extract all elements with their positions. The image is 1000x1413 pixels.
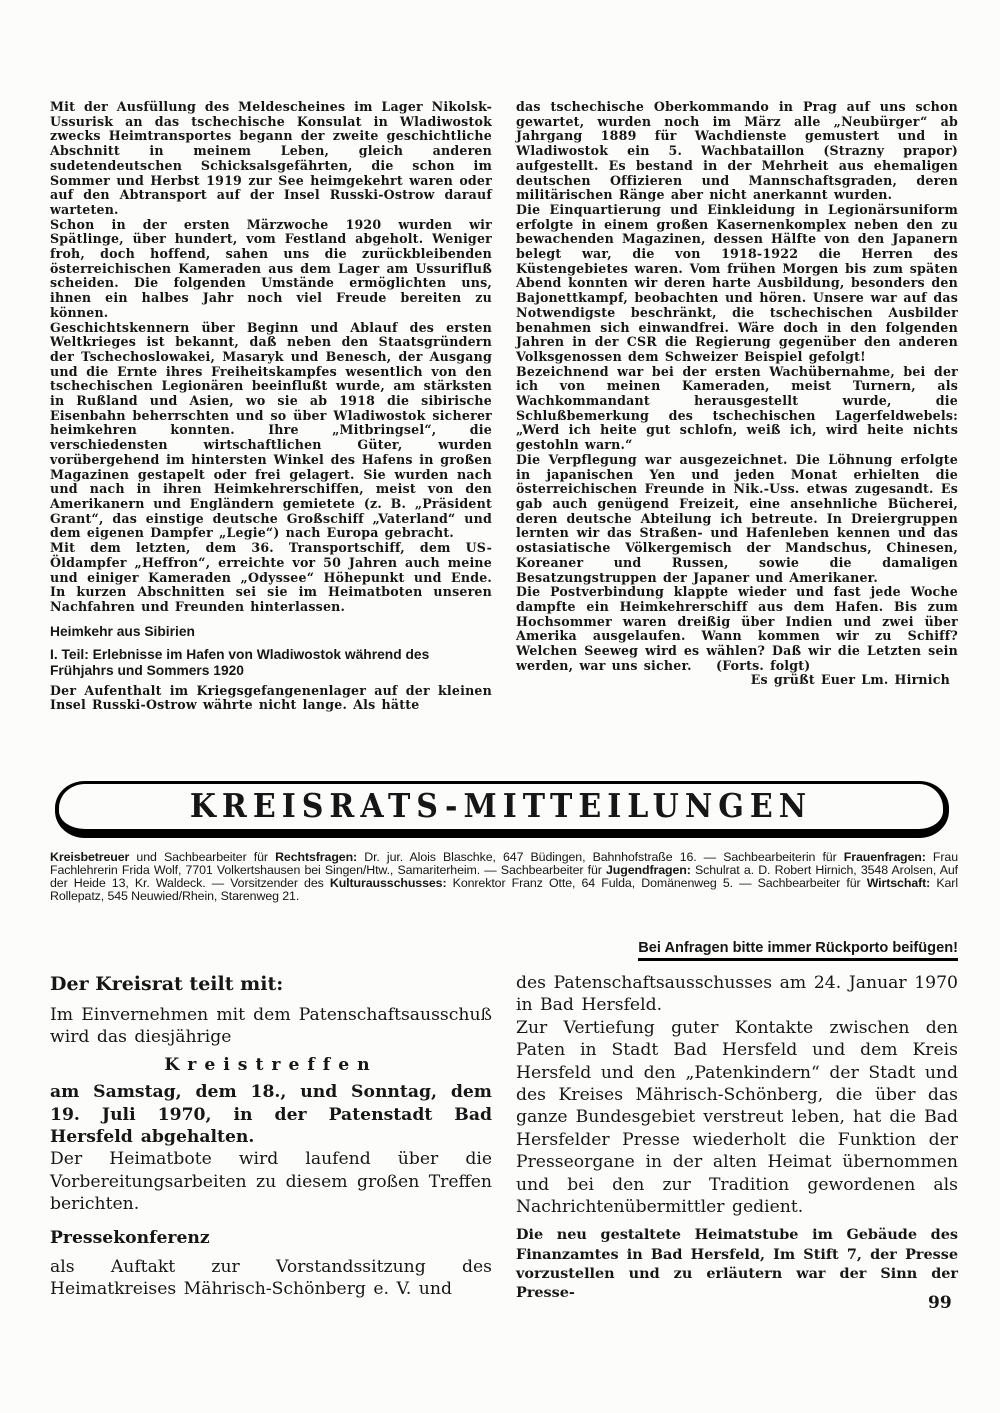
notice-row: [638, 937, 958, 961]
board-keyword: Frauenfragen:: [843, 850, 926, 864]
paragraph: das tschechische Oberkommando in Prag auf uns schon gewartet, wurden noch im März alle „Neubürger“ ab Jahrgang 1889 für Wachdienste gemustert und in Wladiwostok ein 5. Wachbataillon (Strazny prapor) aufgestellt. Es bestand in der Mehrheit aus ehemaligen deutschen Offizieren und Mannschaftsgraden, deren militärischen Ränge aber nicht anerkannt wurden.: [516, 99, 958, 203]
kreisrat-left-column: [50, 972, 492, 1302]
banner-title: KREISRATS-MITTEILUNGEN: [189, 787, 813, 826]
board-keyword: Jugendfragen:: [606, 863, 691, 877]
kreisrat-section: [50, 972, 958, 1302]
heimatstube-note: Die neu gestaltete Heimatstube im Gebäude des Finanzamtes in Bad Hersfeld, Im Stift 7, der Presse vorzustellen und zu erläutern war der Sinn der Presse-: [516, 1226, 958, 1302]
return-postage-notice: Bei Anfragen bitte immer Rückporto beifügen!: [638, 940, 958, 961]
paragraph: Zur Vertiefung guter Kontakte zwischen den Paten in Stadt Bad Hersfeld und dem Kreis Hersfeld und den „Patenkindern“ der Stadt und des Kreises Mährisch-Schönberg, die über das ganze Bundesgebiet verstreut leben, hat die Bad Hersfelder Presse wiederholt die Funktion der Presseorgane in der alten Heimat übernommen und bei den zur Tradition gewordenen als Nachrichtenübermittler gedient.: [516, 1017, 958, 1218]
paragraph: Schon in der ersten Märzwoche 1920 wurden wir Spätlinge, über hundert, vom Festland abgeholt. Weniger froh, doch hoffend, sahen uns die zurückbleibenden österreichischen Kameraden aus dem Lager am Ussurifluß scheiden. Die folgenden Umstände ermöglichten uns, ihnen ein halbes Jahr noch viel Freude bereiten zu können.: [50, 216, 492, 320]
board-text: Konrektor Franz Otte, 64 Fulda, Domänenweg 5. — Sachbearbeiter für: [446, 876, 867, 890]
top-article-left-column: [50, 100, 492, 713]
board-text: Frau Fachlehrerin Frida Wolf, 7701 Volkertshausen bei Singen/Htw., Samariterheim. — Sachbearbeiter für: [50, 850, 958, 877]
top-article-right-column: [516, 100, 958, 713]
part-heading: I. Teil: Erlebnisse im Hafen von Wladiwostok während des Frühjahrs und Sommers 1920: [50, 646, 430, 678]
board-keyword: Kreisbetreuer: [50, 850, 130, 864]
paragraph: des Patenschaftsausschusses am 24. Januar 1970 in Bad Hersfeld.: [516, 973, 958, 1016]
board-keyword: Kulturausschusses:: [329, 876, 447, 890]
kreisrat-heading: Der Kreisrat teilt mit:: [50, 973, 284, 995]
event-title: Kreistreffen: [164, 1054, 378, 1075]
press-conference-heading: Pressekonferenz: [50, 1227, 210, 1248]
board-text: und Sachbearbeiter für: [129, 850, 276, 864]
paragraph: als Auftakt zur Vorstandssitzung des Heimatkreises Mährisch-Schönberg e. V. und: [50, 1257, 492, 1300]
paragraph: Die Postverbindung klappte wieder und fast jede Woche dampfte ein Heimkehrerschiff aus dem Hafen. Bis zum Hochsommer waren dreißig über Indien und zwei über Amerika ausgelaufen. Wann kommen wir zu Schiff? Welchen Seeweg wird es wählen? Daß wir die Letzten sein werden, war uns sicher. (Forts. folgt): [516, 584, 958, 673]
paragraph: Bezeichnend war bei der ersten Wachübernahme, bei der ich von meinen Kameraden, meist Turnern, als Wachkommandant herausgestellt wurde, die Schlußbemerkung des tschechischen Lagerfeldwebels: „Werd ich heite gut schlofn, weiß ich, wird heite nichts gestohln warn.“: [516, 363, 958, 453]
board-info: [50, 851, 958, 903]
paragraph: Geschichtskennern über Beginn und Ablauf des ersten Weltkrieges ist bekannt, daß neben den Staatsgründern der Tschechoslowakei, Masaryk und Benesch, der Ausgang und die Ernte ihres Freiheitskampfes wesentlich von den tschechischen Legionären beeinflußt wurde, am stärksten in Rußland und Asien, wo sie ab 1918 die sibirische Eisenbahn beherrschten und so über Wladiwostok sicherer heimkehren konnten. Ihre „Mitbringsel“, die verschiedensten wirtschaftlichen Güter, wurden vorübergehend im hintersten Winkel des Hafens in großen Magazinen gestapelt oder frei gelagert. Sie wurden nach und nach in ihren Heimkehrerschiffen, meist von den Amerikanern und Engländern gemietete (z. B. „Präsident Grant“, das einstige deutsche Großschiff „Vaterland“ und dem eigenen Dampfer „Legie“) nach Europa gebracht.: [50, 319, 492, 541]
board-text: Karl Rollepatz, 545 Neuwied/Rhein, Starenweg 21.: [50, 876, 958, 903]
page-number: 99: [928, 1293, 952, 1313]
section-banner: [55, 781, 949, 838]
author-signoff: Es grüßt Euer Lm. Hirnich: [750, 672, 950, 688]
paragraph: Mit der Ausfüllung des Meldescheines im Lager Nikolsk-Ussurisk an das tschechische Konsulat in Wladiwostok zwecks Heimtransportes begann der zweite geschichtliche Abschnitt in meinem Leben, gleich anderen sudetendeutschen Schicksalsgefährten, die schon im Sommer und Herbst 1919 zur See heimgekehrt waren oder auf den Abtransport auf der Insel Russki-Ostrow darauf warteten.: [50, 99, 492, 217]
paragraph: Der Aufenthalt im Kriegsgefangenenlager auf der kleinen Insel Russki-Ostrow währte nicht lange. Als hätte: [50, 682, 492, 713]
top-article: [50, 100, 958, 713]
paragraph: Die Verpflegung war ausgezeichnet. Die Löhnung erfolgte in japanischen Yen und jeden Monat erhielten die österreichischen Freunde in Nik.-Uss. etwas zugesandt. Es gab auch genügend Freizeit, eine ansehnliche Bücherei, deren deutsche Abteilung ich betreute. In Dreiergruppen lernten wir das Straßen- und Hafenleben kennen und das ostasiatische Völkergemisch der Mandschus, Chinesen, Koreaner und Russen, sowie die damaligen Besatzungstruppen der Japaner und Amerikaner.: [516, 451, 958, 585]
section-heading: Heimkehr aus Sibirien: [50, 623, 195, 639]
event-details: am Samstag, dem 18., und Sonntag, dem 19. Juli 1970, in der Patenstadt Bad Hersfeld abgehalten.: [50, 1082, 492, 1148]
paragraph: Im Einvernehmen mit dem Patenschaftsausschuß wird das diesjährige: [50, 1005, 492, 1048]
paragraph: Die Einquartierung und Einkleidung in Legionärsuniform erfolgte in einem großen Kasernenkomplex neben den zu bewachenden Magazinen, dessen Hälfte von den Japanern belegt war, die von 1918-1922 die Herren des Küstengebietes waren. Vom frühen Morgen bis zum späten Abend konnten wir deren harte Ausbildung, besonders den Bajonettkampf, beobachten und hören. Unsere war auf das Notwendigste beschränkt, die tschechischen Ausbilder benahmen sich einwandfrei. Wäre doch in den folgenden Jahren in der CSR die Regierung gegenüber den anderen Volksgenossen dem Schweizer Beispiel gefolgt!: [516, 201, 958, 364]
board-keyword: Rechtsfragen:: [275, 850, 358, 864]
kreisrat-right-column: [516, 972, 958, 1302]
board-text: Dr. jur. Alois Blaschke, 647 Büdingen, Bahnhofstraße 16. — Sachbearbeiterin für: [357, 850, 844, 864]
paragraph: Der Heimatbote wird laufend über die Vorbereitungsarbeiten zu diesem großen Treffen berichten.: [50, 1149, 492, 1215]
board-keyword: Wirtschaft:: [866, 876, 931, 890]
paragraph: Mit dem letzten, dem 36. Transportschiff, dem US-Öldampfer „Heffron“, erreichte vor 50 Jahren auch meine und einiger Kameraden „Odyssee“ Höhepunkt und Ende. In kurzen Abschnitten sei sie im Heimatboten unseren Nachfahren und Freunden hinterlassen.: [50, 540, 492, 614]
board-text: Schulrat a. D. Robert Hirnich, 3548 Arolsen, Auf der Heide 13, Kr. Waldeck. — Vorsitzender des: [50, 863, 958, 890]
